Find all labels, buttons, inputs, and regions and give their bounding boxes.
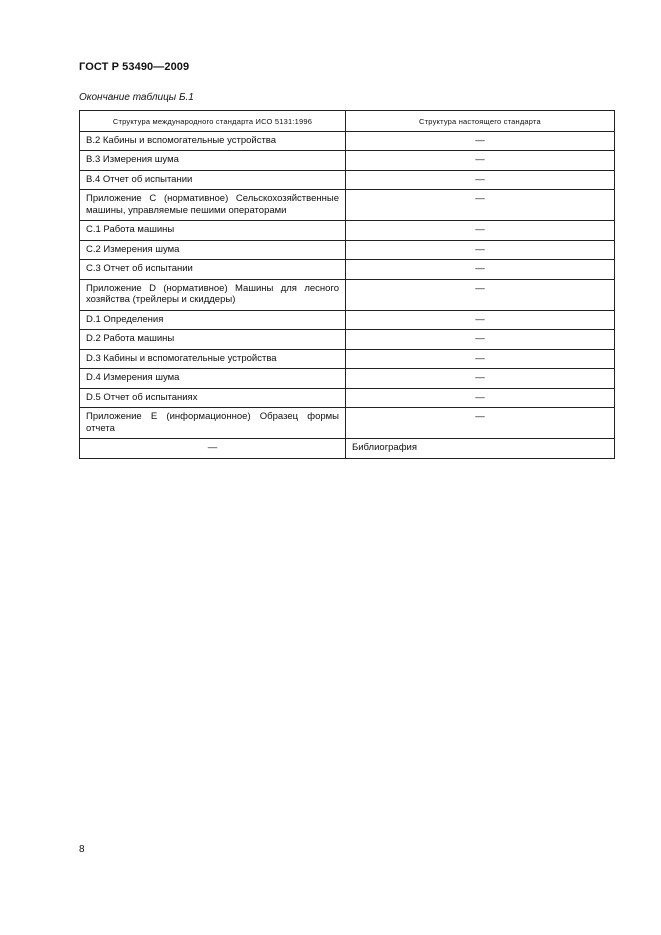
gost-cell: — [346,170,615,190]
table-row [80,240,615,260]
gost-cell: — [346,310,615,330]
iso-cell: C.1 Работа машины [80,221,346,241]
table-row [80,388,615,408]
table-row [80,439,615,459]
correspondence-table [79,110,615,459]
iso-cell: D.1 Определения [80,310,346,330]
page-number: 8 [79,844,85,855]
gost-cell: — [346,260,615,280]
iso-cell: — [80,439,346,459]
column-header-iso: Структура международного стандарта ИСО 5131:1996 [80,111,346,132]
gost-cell: — [346,330,615,350]
table-row [80,131,615,151]
gost-cell: — [346,190,615,221]
iso-cell: D.3 Кабины и вспомогательные устройства [80,349,346,369]
table-row [80,190,615,221]
table-row [80,170,615,190]
gost-cell: — [346,279,615,310]
iso-cell: D.5 Отчет об испытаниях [80,388,346,408]
iso-cell: C.3 Отчет об испытании [80,260,346,280]
table-row [80,151,615,171]
iso-cell: B.2 Кабины и вспомогательные устройства [80,131,346,151]
iso-cell: Приложение С (нормативное) Сельскохозяйственные машины, управляемые пешими операторами [80,190,346,221]
table-row [80,310,615,330]
gost-cell: — [346,221,615,241]
gost-cell: — [346,240,615,260]
table-row [80,369,615,389]
table-row [80,221,615,241]
iso-cell: B.4 Отчет об испытании [80,170,346,190]
column-header-gost: Структура настоящего стандарта [346,111,615,132]
table-row [80,260,615,280]
iso-cell: D.4 Измерения шума [80,369,346,389]
gost-cell: — [346,131,615,151]
table-row [80,279,615,310]
gost-cell: — [346,388,615,408]
table-row [80,408,615,439]
iso-cell: B.3 Измерения шума [80,151,346,171]
gost-cell: — [346,369,615,389]
table-row [80,330,615,350]
gost-cell: — [346,151,615,171]
table-header-row [80,111,615,132]
iso-cell: C.2 Измерения шума [80,240,346,260]
gost-cell: — [346,408,615,439]
table-row [80,349,615,369]
gost-cell: — [346,349,615,369]
gost-cell: Библиография [346,439,615,459]
document-header: ГОСТ Р 53490—2009 [79,61,190,73]
table-caption: Окончание таблицы Б.1 [79,92,194,103]
iso-cell: D.2 Работа машины [80,330,346,350]
iso-cell: Приложение Е (информационное) Образец формы отчета [80,408,346,439]
iso-cell: Приложение D (нормативное) Машины для лесного хозяйства (трейлеры и скиддеры) [80,279,346,310]
